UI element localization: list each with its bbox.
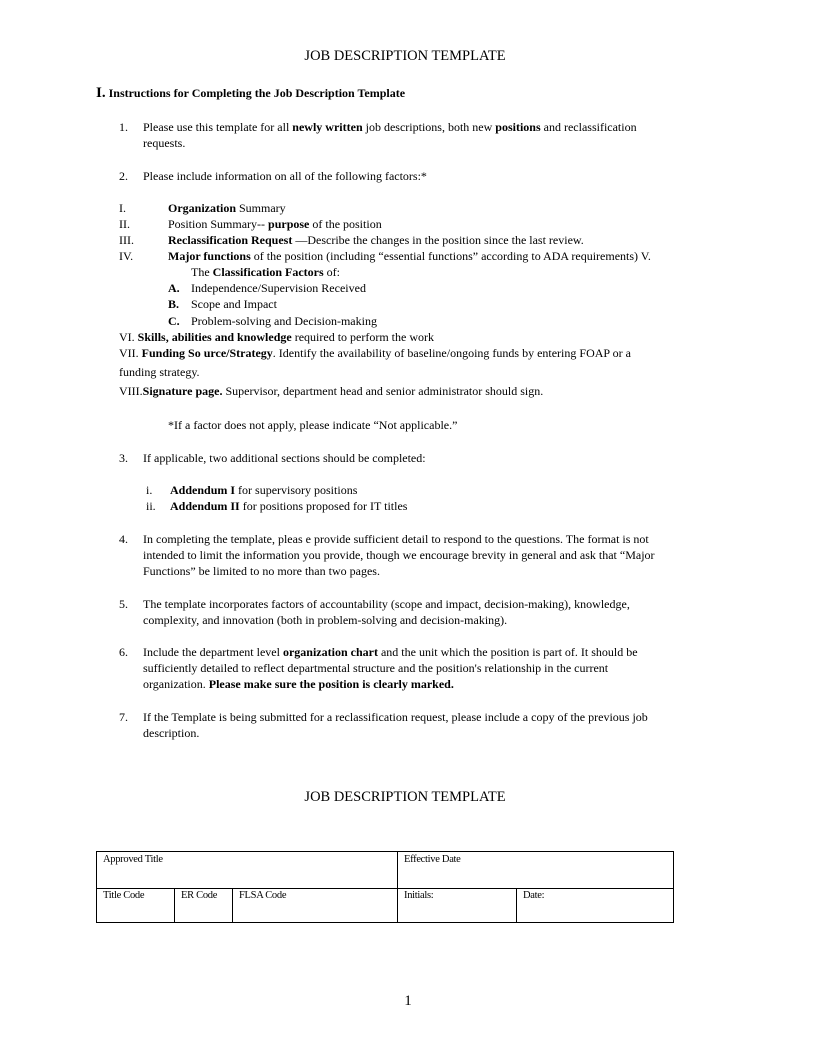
- approved-title-field[interactable]: [97, 852, 398, 888]
- factor-vi-number: VI.: [119, 330, 135, 344]
- item-1-number: 1.: [119, 120, 128, 134]
- form-row-1: [97, 852, 673, 889]
- addendum-2-text: for positions proposed for IT titles: [239, 499, 408, 513]
- job-form-table: [96, 851, 674, 923]
- addendum-2-bold: Addendum II: [170, 499, 240, 513]
- addendum-1-text: for supervisory positions: [235, 483, 358, 497]
- sub-c-text: Problem-solving and Decision-making: [191, 314, 377, 328]
- date-field[interactable]: [517, 888, 673, 923]
- item-6-line-3-text: organization.: [143, 677, 209, 691]
- factor-vii-line-2: funding strategy.: [119, 365, 200, 379]
- factor-vii-bold: Funding So urce/Strategy: [141, 346, 273, 360]
- page-number: 1: [404, 993, 412, 1009]
- section-number: I.: [96, 85, 106, 101]
- date-label: Date:: [523, 890, 545, 901]
- factor-vi: [119, 329, 434, 345]
- addendum-1-number: i.: [146, 483, 153, 497]
- item-5-line-2: complexity, and innovation (both in problem-solving and decision-making).: [143, 613, 508, 627]
- factor-ii-bold: purpose: [268, 217, 310, 231]
- factor-iv: [168, 248, 651, 264]
- er-code-label: ER Code: [181, 890, 218, 901]
- factor-v: [191, 264, 340, 280]
- initials-field[interactable]: [398, 888, 517, 923]
- item-4-line-3: Functions” be limited to no more than two pages.: [143, 564, 380, 578]
- factor-iii: [168, 232, 584, 248]
- addendum-1: [170, 482, 357, 498]
- section-heading-text: Instructions for Completing the Job Description Template: [108, 86, 406, 100]
- item-6-line-3: [143, 676, 454, 692]
- effective-date-label: Effective Date: [404, 854, 461, 865]
- factor-ii: [168, 216, 382, 232]
- item-1-line-2: requests.: [143, 136, 186, 150]
- item-7-line-2: description.: [143, 726, 200, 740]
- item-4-line-2: intended to limit the information you provide, though we encourage brevity in general and ask that “Major: [143, 548, 655, 562]
- sub-b-text: Scope and Impact: [191, 297, 277, 311]
- page-title: JOB DESCRIPTION TEMPLATE: [304, 48, 506, 64]
- factor-iv-bold: Major functions: [168, 249, 251, 263]
- effective-date-field[interactable]: [398, 852, 673, 888]
- sub-c-letter: C.: [168, 314, 180, 328]
- item-7-line-1: If the Template is being submitted for a reclassification request, please include a copy of the previous job: [143, 710, 648, 724]
- er-code-field[interactable]: [175, 888, 233, 923]
- factor-v-text: of:: [323, 265, 340, 279]
- factor-iii-text: —Describe the changes in the position since the last review.: [292, 233, 584, 247]
- item-4-line-1: In completing the template, pleas e provide sufficient detail to respond to the questions. The format is not: [143, 532, 649, 546]
- factor-ii-text: of the position: [309, 217, 382, 231]
- factor-vii: [119, 345, 631, 361]
- item-6-text-a: Include the department level: [143, 645, 283, 659]
- factor-v-pre: The: [191, 265, 213, 279]
- item-3-number: 3.: [119, 451, 128, 465]
- sub-b-letter: B.: [168, 297, 180, 311]
- item-7-number: 7.: [119, 710, 128, 724]
- factor-vii-text: . Identify the availability of baseline/ongoing funds by entering FOAP or a: [272, 346, 631, 360]
- factor-vii-number: VII.: [119, 346, 139, 360]
- item-5-number: 5.: [119, 597, 128, 611]
- title-code-field[interactable]: [97, 888, 175, 923]
- flsa-code-label: FLSA Code: [239, 890, 287, 901]
- factor-i-text: Summary: [236, 201, 286, 215]
- template-title: JOB DESCRIPTION TEMPLATE: [304, 789, 506, 805]
- factor-vi-text: required to perform the work: [291, 330, 435, 344]
- factor-ii-pre: Position Summary--: [168, 217, 269, 231]
- addendum-1-bold: Addendum I: [170, 483, 236, 497]
- factor-iv-number: IV.: [119, 249, 134, 263]
- item-4-number: 4.: [119, 532, 128, 546]
- factor-iii-number: III.: [119, 233, 134, 247]
- item-6-bold-org-chart: organization chart: [282, 645, 378, 659]
- sub-a-text: Independence/Supervision Received: [191, 281, 366, 295]
- section-heading: [96, 85, 405, 101]
- initials-label: Initials:: [404, 890, 434, 901]
- addendum-2-number: ii.: [146, 499, 156, 513]
- factor-i: [168, 200, 286, 216]
- item-1-text-a: Please use this template for all: [143, 120, 293, 134]
- item-2-text: Please include information on all of the following factors:*: [143, 169, 427, 183]
- approved-title-label: Approved Title: [103, 854, 163, 865]
- factor-note: *If a factor does not apply, please indicate “Not applicable.”: [168, 418, 458, 432]
- flsa-code-field[interactable]: [233, 888, 398, 923]
- addendum-2: [170, 498, 407, 514]
- item-1-text-c: job descriptions, both new: [362, 120, 496, 134]
- factor-i-number: I.: [119, 201, 126, 215]
- item-1-bold-newly-written: newly written: [292, 120, 363, 134]
- factor-vi-bold: Skills, abilities and knowledge: [137, 330, 292, 344]
- item-1-line-1: [143, 119, 637, 135]
- item-6-line-1: [143, 644, 638, 660]
- factor-iii-bold: Reclassification Request: [168, 233, 293, 247]
- factor-ii-number: II.: [119, 217, 130, 231]
- item-2-number: 2.: [119, 169, 128, 183]
- factor-viii-number: VIII.: [119, 384, 143, 398]
- item-6-line-3-bold: Please make sure the position is clearly marked.: [208, 677, 454, 691]
- form-row-2: [97, 888, 673, 923]
- factor-i-bold: Organization: [168, 201, 236, 215]
- item-5-line-1: The template incorporates factors of accountability (scope and impact, decision-making), knowledge,: [143, 597, 630, 611]
- factor-viii: [119, 383, 543, 399]
- item-6-line-2: sufficiently detailed to reflect departmental structure and the position's relationship in the current: [143, 661, 609, 675]
- item-6-number: 6.: [119, 645, 128, 659]
- factor-viii-text: Supervisor, department head and senior administrator should sign.: [222, 384, 544, 398]
- sub-a-letter: A.: [168, 281, 180, 295]
- item-3-text: If applicable, two additional sections should be completed:: [143, 451, 426, 465]
- item-1-bold-positions: positions: [495, 120, 541, 134]
- factor-v-bold: Classification Factors: [212, 265, 324, 279]
- item-1-text-e: and reclassification: [540, 120, 637, 134]
- item-6-text-c: and the unit which the position is part of. It should be: [377, 645, 638, 659]
- title-code-label: Title Code: [103, 890, 145, 901]
- factor-viii-bold: Signature page.: [142, 384, 223, 398]
- factor-iv-text: of the position (including “essential functions” according to ADA requirements) V.: [250, 249, 651, 263]
